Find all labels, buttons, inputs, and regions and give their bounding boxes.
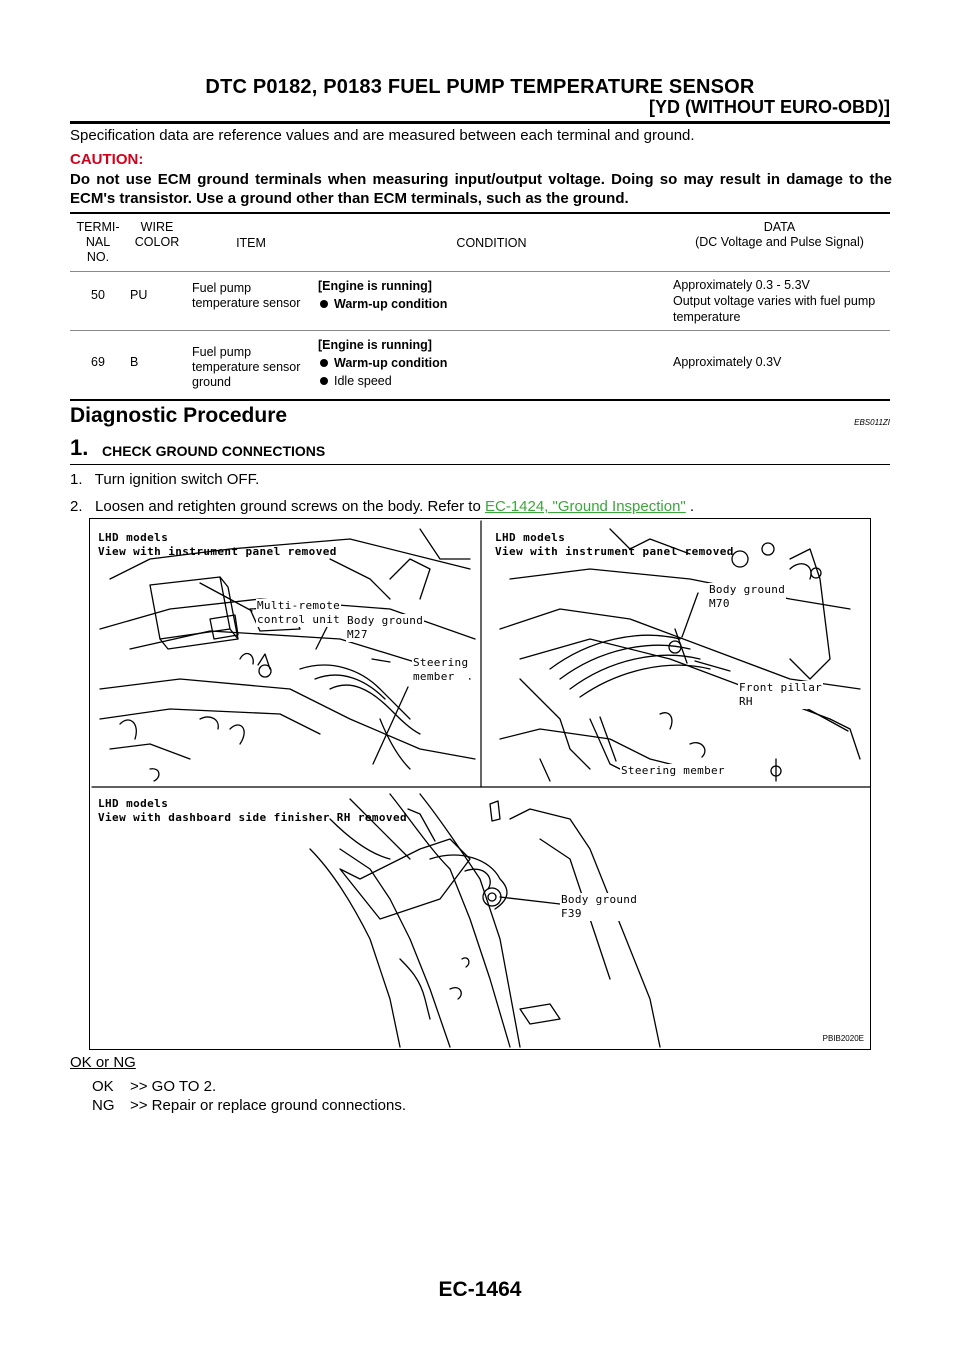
table-row [70,331,890,400]
bullet-icon [320,359,328,367]
instruction-1: 1. Turn ignition switch OFF. [70,471,260,488]
steering-member-callout-1: Steering member [413,656,469,683]
front-pillar-callout: Front pillar RH [739,681,823,708]
wire-color-cell: B [126,331,188,400]
header-terminal: TERMI-NAL NO. [70,213,126,272]
step-number: 1. [70,435,89,460]
caution-label: CAUTION: [70,151,144,168]
item-cell: Fuel pump temperature sensor ground [188,331,314,400]
page-number: EC-1464 [438,1278,522,1301]
ground-location-figure [89,518,871,1050]
bullet-icon [320,300,328,308]
terminal-spec-table [70,212,890,401]
ok-result: OK >> GO TO 2. [92,1078,217,1095]
wire-color-cell: PU [126,272,188,331]
condition-bullet: Warm-up condition [318,295,665,313]
step-heading [70,435,890,465]
condition-cell [314,272,669,331]
terminal-cell: 69 [70,331,126,400]
table-row [70,272,890,331]
body-ground-m70-callout: Body ground M70 [709,583,786,610]
caution-text: Do not use ECM ground terminals when measuring input/output voltage. Doing so may result in damage to the ECM's transistor. Use a ground other than ECM terminals, such as the ground. [70,171,892,207]
page-title: DTC P0182, P0183 FUEL PUMP TEMPERATURE SENSOR [205,76,755,98]
panel3-title: LHD models [98,797,169,810]
ok-ng-label: OK or NG [70,1054,136,1071]
condition-bullet: Idle speed [318,372,665,390]
header-data: DATA (DC Voltage and Pulse Signal) [669,213,890,272]
step-title: CHECK GROUND CONNECTIONS [102,443,326,459]
data-cell: Approximately 0.3 - 5.3V Output voltage varies with fuel pump temperature [669,272,890,331]
condition-heading: [Engine is running] [318,279,432,293]
data-cell: Approximately 0.3V [669,331,890,400]
ground-inspection-link[interactable]: EC-1424, "Ground Inspection" [484,498,686,515]
bullet-icon [320,377,328,385]
table-header-row [70,213,890,272]
panel2-title: LHD models [495,531,566,544]
panel1-title: LHD models [98,531,169,544]
ng-result: NG >> Repair or replace ground connections. [92,1097,407,1114]
section-code: EBS011ZI [854,418,890,427]
panel1-subtitle: View with instrument panel removed [98,545,337,558]
body-ground-f39-callout: Body ground F39 [561,893,638,920]
figure-code: PBIB2020E [822,1034,864,1043]
header-wire-color: WIRE COLOR [126,213,188,272]
multi-remote-callout: Multi-remote control unit [257,599,341,626]
condition-bullet: Warm-up condition [318,354,665,372]
condition-heading: [Engine is running] [318,338,432,352]
spec-note: Specification data are reference values and are measured between each terminal and ground. [70,127,695,144]
page-subtitle: [YD (WITHOUT EURO-OBD)] [649,97,890,117]
terminal-cell: 50 [70,272,126,331]
header-item: ITEM [188,213,314,272]
panel3-subtitle: View with dashboard side finisher RH removed [98,811,407,824]
item-cell: Fuel pump temperature sensor [188,272,314,331]
header-divider [70,121,890,124]
body-ground-m27-callout: Body ground M27 [347,614,424,641]
panel2-subtitle: View with instrument panel removed [495,545,734,558]
section-title: Diagnostic Procedure [70,404,288,427]
condition-cell [314,331,669,400]
header-condition: CONDITION [314,213,669,272]
instruction-2: 2. Loosen and retighten ground screws on the body. Refer to EC-1424, "Ground Inspection" . [70,498,695,515]
steering-member-callout-2: Steering member [621,764,725,777]
